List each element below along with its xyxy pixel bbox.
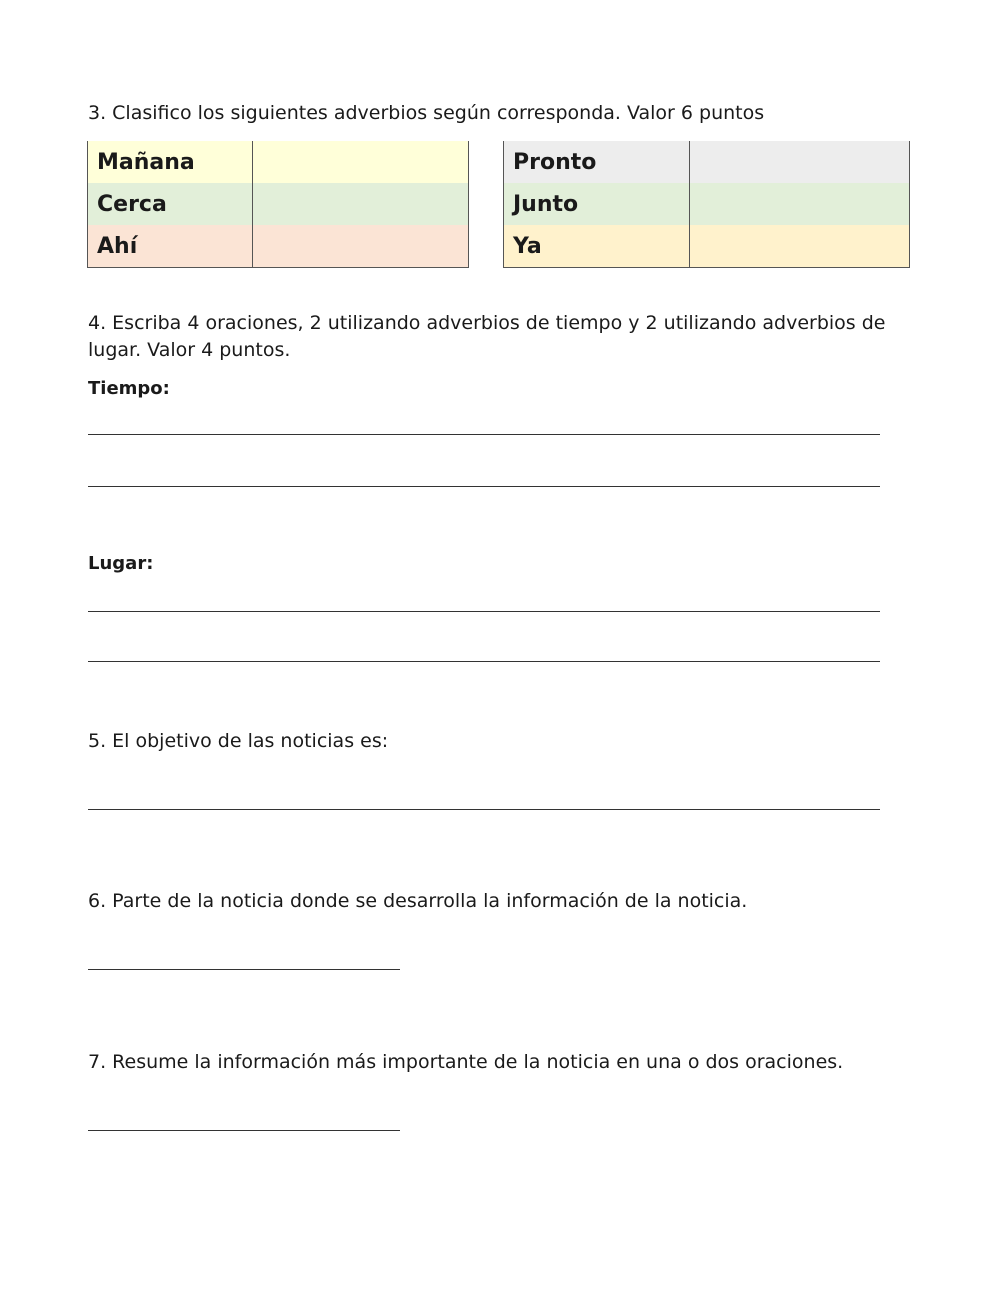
table-row	[504, 225, 910, 268]
answer-cell[interactable]	[253, 141, 469, 183]
q5-answer-line[interactable]	[88, 809, 880, 810]
answer-cell[interactable]	[690, 183, 910, 225]
adverb-cell: Junto	[504, 183, 690, 225]
answer-cell[interactable]	[253, 225, 469, 268]
q6-answer-line[interactable]	[88, 969, 400, 970]
lugar-answer-line-1[interactable]	[88, 611, 880, 612]
adverb-cell: Cerca	[88, 183, 253, 225]
question-6: 6. Parte de la noticia donde se desarrolla la información de la noticia.	[88, 890, 748, 912]
tiempo-answer-line-2[interactable]	[88, 486, 880, 487]
answer-cell[interactable]	[253, 183, 469, 225]
question-4: 4. Escriba 4 oraciones, 2 utilizando adverbios de tiempo y 2 utilizando adverbios de lugar. Valor 4 puntos.	[88, 312, 886, 361]
table-row	[88, 183, 469, 225]
lugar-label: Lugar:	[88, 553, 154, 574]
answer-cell[interactable]	[690, 225, 910, 268]
adverb-cell: Mañana	[88, 141, 253, 183]
tiempo-label: Tiempo:	[88, 378, 170, 399]
answer-cell[interactable]	[690, 141, 910, 183]
adverb-table-right	[503, 141, 910, 268]
adverb-cell: Ya	[504, 225, 690, 268]
table-row	[88, 225, 469, 268]
question-7: 7. Resume la información más importante de la noticia en una o dos oraciones.	[88, 1051, 844, 1073]
table-row	[504, 183, 910, 225]
tiempo-answer-line-1[interactable]	[88, 434, 880, 435]
question-5: 5. El objetivo de las noticias es:	[88, 730, 389, 752]
table-row	[504, 141, 910, 183]
adverb-table-left	[87, 141, 469, 268]
adverb-cell: Ahí	[88, 225, 253, 268]
table-row	[88, 141, 469, 183]
q7-answer-line[interactable]	[88, 1130, 400, 1131]
question-3: 3. Clasifico los siguientes adverbios según corresponda. Valor 6 puntos	[88, 102, 765, 124]
lugar-answer-line-2[interactable]	[88, 661, 880, 662]
adverb-cell: Pronto	[504, 141, 690, 183]
